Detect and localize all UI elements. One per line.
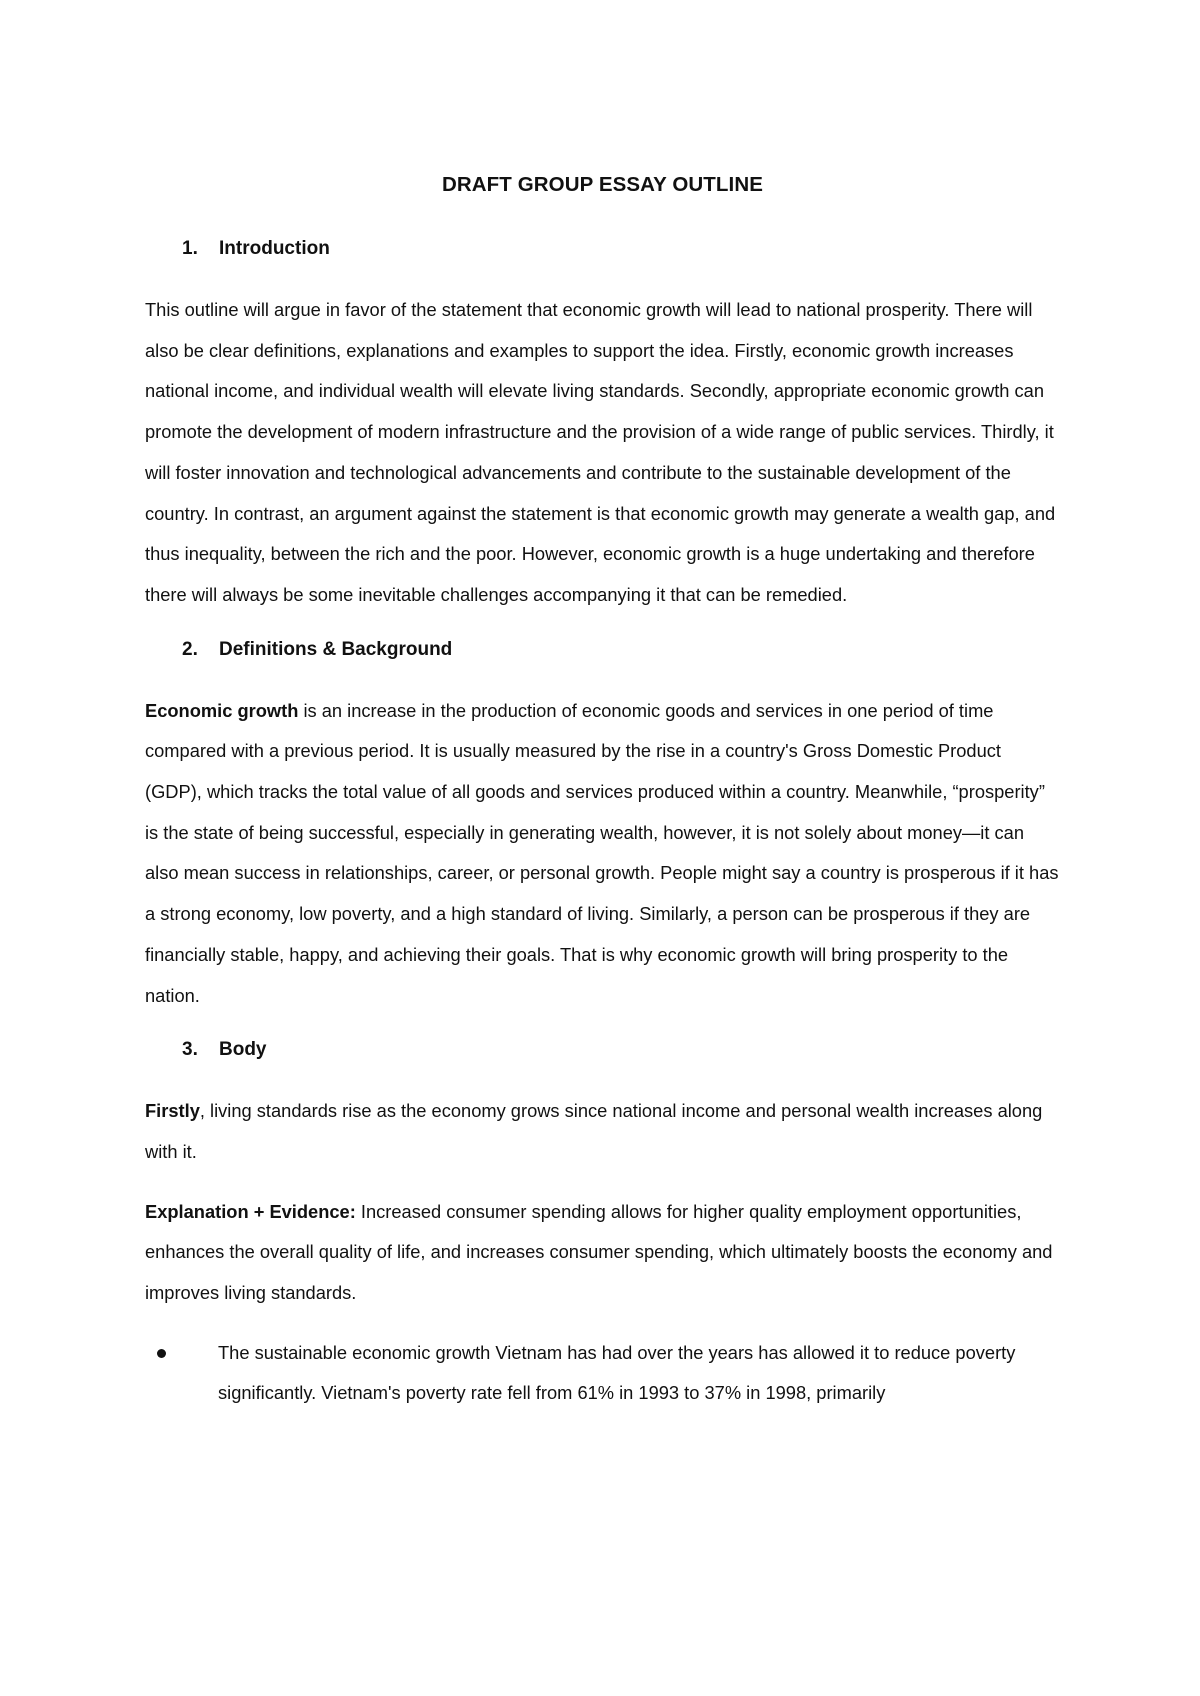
introduction-paragraph: This outline will argue in favor of the statement that economic growth will lead to national prosperity. There will also be clear definitions, explanations and examples to support the idea. Firstly, economic growth increases national income, and individual wealth will elevate living standards. Secondly, appropriate economic growth can promote the development of modern infrastructure and the provision of a wide range of public services. Thirdly, it will foster innovation and technological advancements and contribute to the sustainable development of the country. In contrast, an argument against the statement is that economic growth may generate a wealth gap, and thus inequality, between the rich and the poor. However, economic growth is a huge undertaking and therefore there will always be some inevitable challenges accompanying it that can be remedied. xyxy=(145,299,1056,605)
section-heading-introduction xyxy=(145,234,1060,264)
firstly-text: , living standards rise as the economy grows since national income and personal wealth increases along with it. xyxy=(145,1100,1043,1162)
bullet-text: The sustainable economic growth Vietnam has had over the years has allowed it to reduce poverty significantly. Vietnam's poverty rate fell from 61% in 1993 to 37% in 1998, primarily xyxy=(218,1341,1016,1404)
section-title: Definitions & Background xyxy=(219,638,453,660)
document-title: DRAFT GROUP ESSAY OUTLINE xyxy=(441,173,764,196)
section-number: 3. xyxy=(182,1039,198,1061)
section-number: 1. xyxy=(182,238,198,259)
term-economic-growth: Economic growth xyxy=(145,699,299,721)
body-explanation xyxy=(145,1192,1060,1314)
explanation-lead: Explanation + Evidence: xyxy=(145,1200,356,1222)
explanation-text: Increased consumer spending allows for higher quality employment opportunities, enhances the overall quality of life, and increases consumer spending, which ultimately boosts the economy and improves living standards. xyxy=(145,1200,1053,1304)
document-content xyxy=(145,170,1060,1414)
firstly-lead: Firstly xyxy=(145,1100,200,1122)
bullet-dot-icon xyxy=(157,1349,166,1358)
evidence-bullet-list xyxy=(145,1333,1060,1414)
definitions-paragraph xyxy=(145,691,1060,1017)
section-heading-body xyxy=(145,1035,1060,1065)
list-item xyxy=(145,1333,1060,1414)
section-number: 2. xyxy=(182,638,198,660)
section-title: Introduction xyxy=(219,238,330,259)
definitions-text: is an increase in the production of economic goods and services in one period of time compared with a previous period. It is usually measured by the rise in a country's Gross Domestic Product (GDP), which tracks the total value of all goods and services produced within a country. Meanwhile, “prosperity” is the state of being successful, especially in generating wealth, however, it is not solely about money—it can also mean success in relationships, career, or personal growth. People might say a country is prosperous if it has a strong economy, low poverty, and a high standard of living. Similarly, a person can be prosperous if they are financially stable, happy, and achieving their goals. That is why economic growth will bring prosperity to the nation. xyxy=(145,699,1059,1006)
body-point-firstly xyxy=(145,1091,1060,1172)
section-heading-definitions xyxy=(145,635,1060,665)
section-title: Body xyxy=(219,1039,267,1061)
